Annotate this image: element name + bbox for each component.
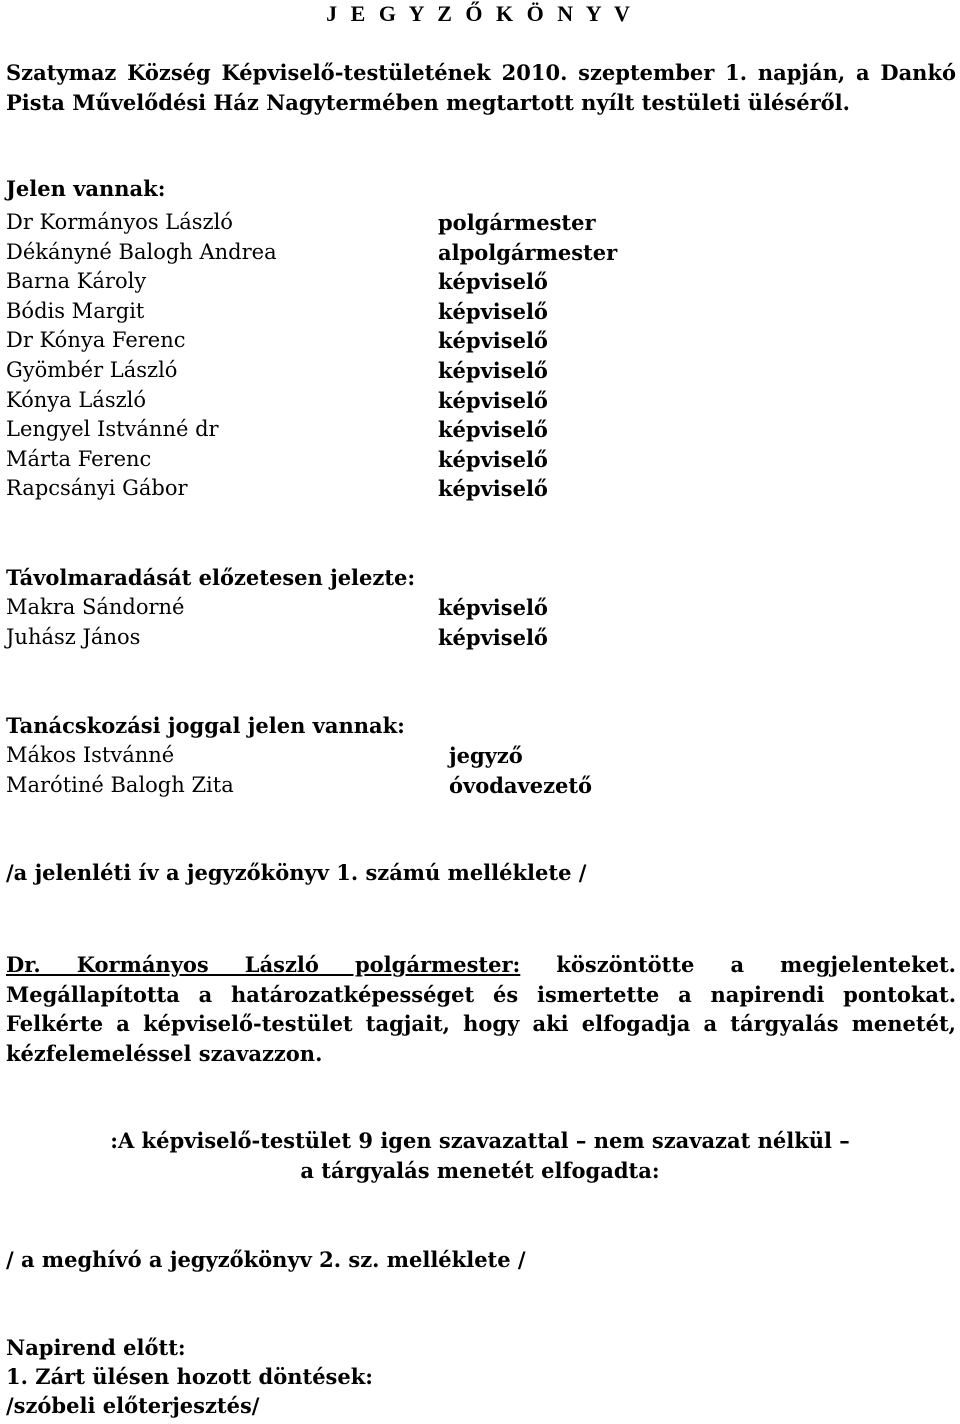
intro-paragraph: Szatymaz Község Képviselő-testületének 2010. szeptember 1. napján, a Dankó Pista Művelődési Ház Nagytermében megtartott nyílt testületi üléséről.	[6, 60, 956, 115]
absent-list	[6, 593, 946, 652]
member-role: képviselő	[438, 446, 548, 472]
member-role: képviselő	[438, 624, 548, 650]
speaker-name: Dr. Kormányos László polgármester:	[6, 952, 521, 977]
member-role: képviselő	[438, 269, 548, 295]
member-role: polgármester	[438, 210, 596, 235]
member-name: Rapcsányi Gábor	[6, 476, 188, 501]
member-role: alpolgármester	[438, 239, 618, 265]
member-name: Dékányné Balogh Andrea	[6, 239, 277, 264]
invitation-note: / a meghívó a jegyzőkönyv 2. sz. melléklete /	[6, 1247, 526, 1272]
advisory-list	[6, 741, 946, 800]
member-role: óvodavezető	[449, 772, 593, 798]
list-item	[6, 741, 946, 771]
member-name: Makra Sándorné	[6, 595, 185, 619]
list-item	[6, 474, 946, 504]
member-name: Marótiné Balogh Zita	[6, 772, 234, 797]
member-name: Barna Károly	[6, 269, 147, 294]
member-name: Mákos Istvánné	[6, 743, 175, 767]
agenda-heading: Napirend előtt:	[6, 1335, 186, 1360]
agenda-item-1: 1. Zárt ülésen hozott döntések:	[6, 1364, 374, 1389]
list-item	[6, 623, 946, 653]
speech-text: köszöntötte a megjelenteket. Megállapította a határozatképességet és ismertette a napirendi pontokat. Felkérte a képviselő-testület tagjait, hogy aki elfogadja a tárgyalás menetét, kézfelemeléssel szavazzon.	[6, 952, 956, 1066]
list-item	[6, 415, 946, 445]
member-name: Márta Ferenc	[6, 446, 152, 471]
resolution-line-2: a tárgyalás menetét elfogadta:	[300, 1158, 660, 1183]
present-list	[6, 208, 946, 504]
member-name: Gyömbér László	[6, 357, 178, 382]
list-item	[6, 297, 946, 327]
list-item	[6, 356, 946, 386]
agenda-item-1-note: /szóbeli előterjesztés/	[6, 1393, 260, 1418]
document-title: J E G Y Z Ő K Ö N Y V	[326, 1, 634, 26]
member-name: Bódis Margit	[6, 298, 145, 323]
member-role: képviselő	[438, 357, 548, 383]
mayor-speech-paragraph	[6, 950, 956, 1068]
member-role: képviselő	[438, 387, 548, 413]
list-item	[6, 208, 946, 238]
member-role: képviselő	[438, 328, 548, 354]
list-item	[6, 445, 946, 475]
member-role: jegyző	[449, 743, 523, 768]
member-role: képviselő	[438, 595, 548, 620]
advisory-heading: Tanácskozási joggal jelen vannak:	[6, 713, 405, 738]
list-item	[6, 238, 946, 268]
member-role: képviselő	[438, 476, 548, 502]
member-name: Lengyel Istvánné dr	[6, 417, 219, 442]
list-item	[6, 593, 946, 623]
list-item	[6, 771, 946, 801]
list-item	[6, 267, 946, 297]
attendance-note: /a jelenléti ív a jegyzőkönyv 1. számú melléklete /	[6, 860, 587, 885]
list-item	[6, 386, 946, 416]
resolution-line-1: :A képviselő-testület 9 igen szavazattal – nem szavazat nélkül –	[110, 1128, 850, 1153]
member-role: képviselő	[438, 298, 548, 324]
member-name: Dr Kormányos László	[6, 210, 233, 234]
member-name: Dr Kónya Ferenc	[6, 328, 186, 353]
absent-heading: Távolmaradását előzetesen jelezte:	[6, 565, 416, 590]
list-item	[6, 326, 946, 356]
member-role: képviselő	[438, 417, 548, 443]
member-name: Kónya László	[6, 387, 147, 412]
present-heading: Jelen vannak:	[6, 176, 166, 201]
member-name: Juhász János	[6, 624, 141, 649]
